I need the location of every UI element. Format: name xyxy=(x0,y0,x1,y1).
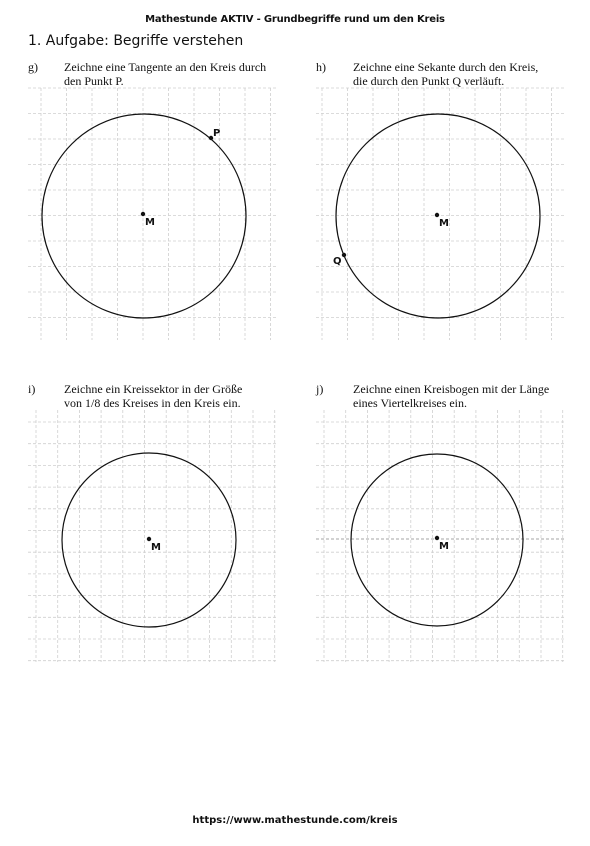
exercise-g-letter: g) xyxy=(28,60,38,74)
exercise-i-line2: von 1/8 des Kreises in den Kreis ein. xyxy=(64,396,241,410)
exercise-g-text xyxy=(64,60,294,88)
exercise-i-line1: Zeichne ein Kreissektor in der Größe xyxy=(64,382,243,396)
exercise-h-drawing-area[interactable] xyxy=(316,88,566,340)
exercise-i-grid xyxy=(28,410,278,662)
exercise-h-letter: h) xyxy=(316,60,326,74)
exercise-j-letter: j) xyxy=(316,382,324,396)
exercise-g-line1: Zeichne eine Tangente an den Kreis durch xyxy=(64,60,267,74)
exercise-h-point-q-label: Q xyxy=(333,256,342,267)
exercise-i-drawing-area[interactable] xyxy=(28,410,278,662)
exercise-g-drawing-area[interactable] xyxy=(28,88,276,340)
exercise-h-center-label: M xyxy=(439,218,449,229)
footer-url: https://www.mathestunde.com/kreis xyxy=(192,815,398,826)
exercise-h-grid xyxy=(316,88,566,340)
exercise-j-center-label: M xyxy=(439,541,449,552)
exercise-j-grid xyxy=(316,410,566,662)
exercise-j-drawing-area[interactable] xyxy=(316,410,566,662)
exercise-h-point-q xyxy=(342,253,346,257)
exercise-g-circle xyxy=(42,114,246,318)
exercise-h-text xyxy=(353,60,583,88)
exercise-j-line2: eines Viertelkreises ein. xyxy=(353,396,468,410)
exercise-i-center-point xyxy=(147,537,151,541)
exercise-i-text xyxy=(64,382,294,410)
exercise-g-point-p-label: P xyxy=(213,128,221,139)
exercise-h-center-point xyxy=(435,213,439,217)
exercise-g-line2: den Punkt P. xyxy=(64,74,124,88)
exercise-g-center-label: M xyxy=(145,217,155,228)
exercise-i-center-label: M xyxy=(151,542,161,553)
exercise-h-line2: die durch den Punkt Q verläuft. xyxy=(353,74,505,88)
page-header: Mathestunde AKTIV - Grundbegriffe rund um den Kreis xyxy=(145,14,445,25)
exercise-g-grid xyxy=(28,88,276,340)
exercise-j-line1: Zeichne einen Kreisbogen mit der Länge xyxy=(353,382,550,396)
exercise-i-letter: i) xyxy=(28,382,36,396)
task-title: 1. Aufgabe: Begriffe verstehen xyxy=(28,33,244,49)
exercise-j-center-point xyxy=(435,536,439,540)
exercise-h-line1: Zeichne eine Sekante durch den Kreis, xyxy=(353,60,539,74)
exercise-j-text xyxy=(353,382,583,410)
exercise-g-center-point xyxy=(141,212,145,216)
